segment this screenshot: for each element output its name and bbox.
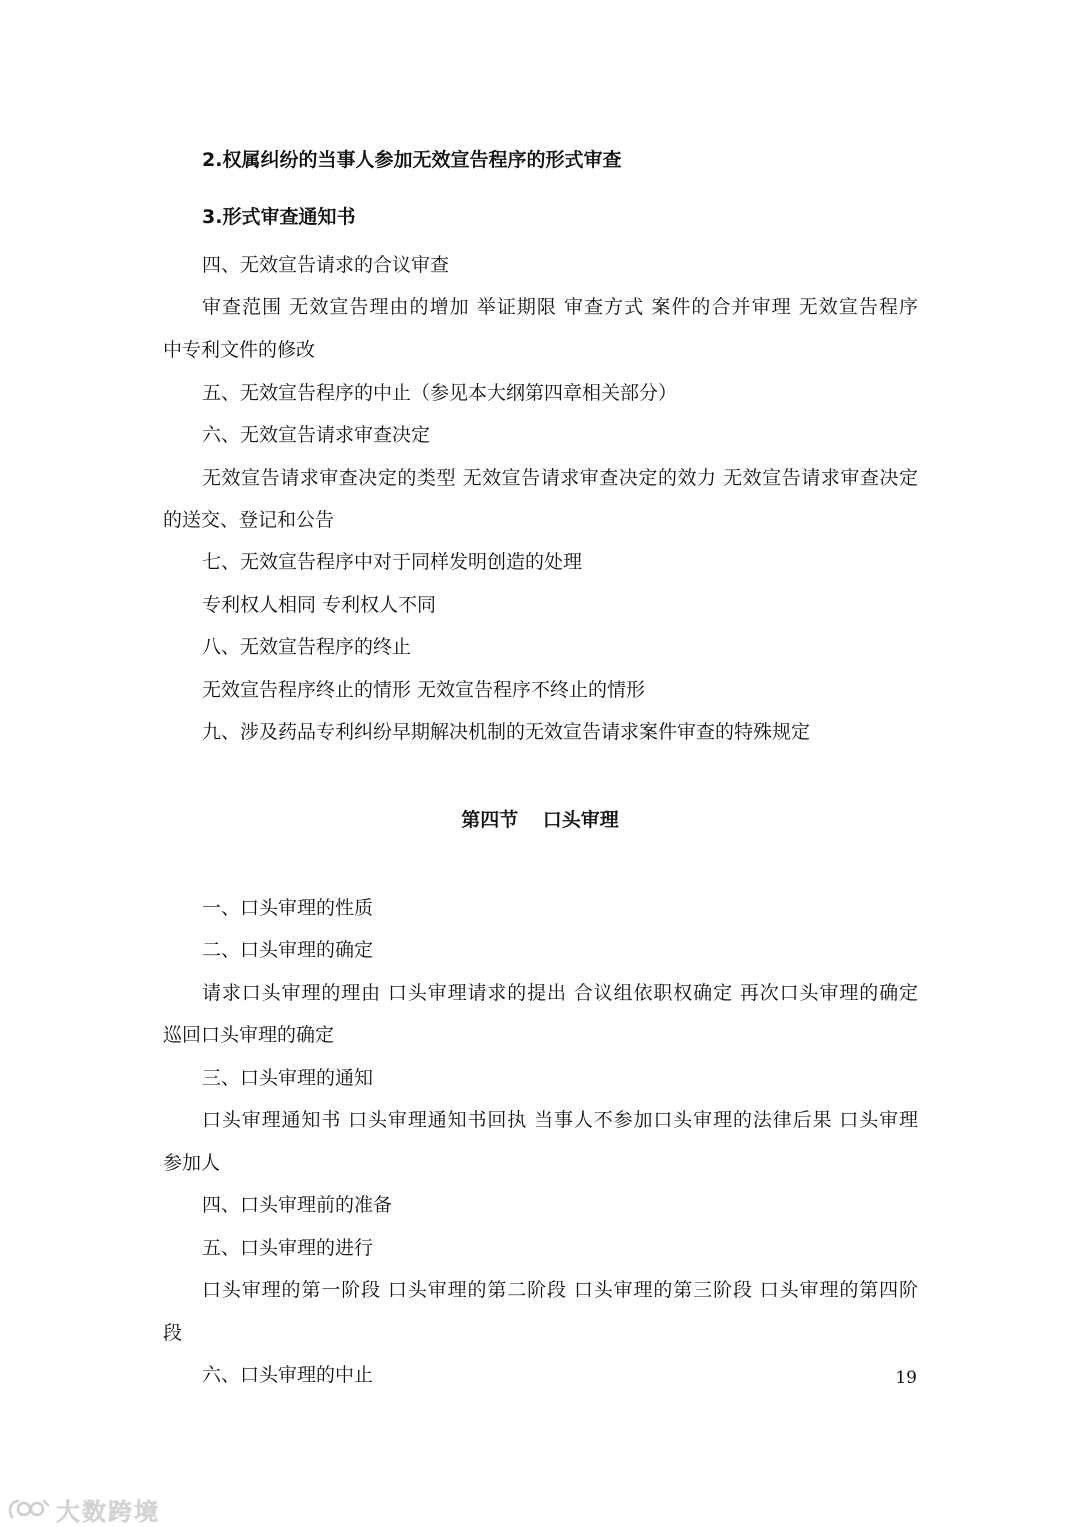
paragraph-line: 专利权人相同 专利权人不同 xyxy=(202,594,437,616)
paragraph-line: 无效宣告请求审查决定的类型 无效宣告请求审查决定的效力 无效宣告请求审查决定 xyxy=(202,467,918,489)
item-heading-5: 五、口头审理的进行 xyxy=(202,1237,374,1259)
item-heading-4: 四、无效宣告请求的合议审查 xyxy=(202,254,450,276)
paragraph-line: 无效宣告程序终止的情形 无效宣告程序不终止的情形 xyxy=(202,679,646,701)
brand-logo-icon xyxy=(6,1497,50,1523)
item-heading-3: 三、口头审理的通知 xyxy=(202,1067,374,1089)
section-title: 第四节 口头审理 xyxy=(461,809,619,831)
paragraph-line-continued: 参加人 xyxy=(163,1152,221,1174)
paragraph-line: 请求口头审理的理由 口头审理请求的提出 合议组依职权确定 再次口头审理的确定 xyxy=(202,982,918,1004)
item-heading-9: 九、涉及药品专利纠纷早期解决机制的无效宣告请求案件审查的特殊规定 xyxy=(202,721,811,743)
item-heading-6: 六、无效宣告请求审查决定 xyxy=(202,424,431,446)
item-heading-5: 五、无效宣告程序的中止（参见本大纲第四章相关部分） xyxy=(202,382,678,404)
item-heading-7: 七、无效宣告程序中对于同样发明创造的处理 xyxy=(202,551,583,573)
page-number: 19 xyxy=(895,1368,917,1388)
subitem-heading-2: 2.权属纠纷的当事人参加无效宣告程序的形式审查 xyxy=(202,149,622,171)
item-heading-8: 八、无效宣告程序的终止 xyxy=(202,636,412,658)
paragraph-line-continued: 的送交、登记和公告 xyxy=(163,509,335,531)
watermark xyxy=(6,1492,160,1527)
paragraph-line: 口头审理通知书 口头审理通知书回执 当事人不参加口头审理的法律后果 口头审理 xyxy=(202,1109,918,1131)
paragraph-line: 审查范围 无效宣告理由的增加 举证期限 审查方式 案件的合并审理 无效宣告程序 xyxy=(202,296,918,318)
watermark-text: 大数跨境 xyxy=(56,1498,160,1526)
paragraph-line-continued: 巡回口头审理的确定 xyxy=(163,1024,335,1046)
subitem-heading-3: 3.形式审查通知书 xyxy=(202,206,356,228)
paragraph-line: 口头审理的第一阶段 口头审理的第二阶段 口头审理的第三阶段 口头审理的第四阶 xyxy=(202,1279,918,1301)
paragraph-line-continued: 中专利文件的修改 xyxy=(163,339,316,361)
item-heading-2: 二、口头审理的确定 xyxy=(202,939,374,961)
item-heading-4: 四、口头审理前的准备 xyxy=(202,1194,393,1216)
item-heading-6: 六、口头审理的中止 xyxy=(202,1364,374,1386)
paragraph-line-continued: 段 xyxy=(163,1322,183,1344)
item-heading-1: 一、口头审理的性质 xyxy=(202,897,374,919)
